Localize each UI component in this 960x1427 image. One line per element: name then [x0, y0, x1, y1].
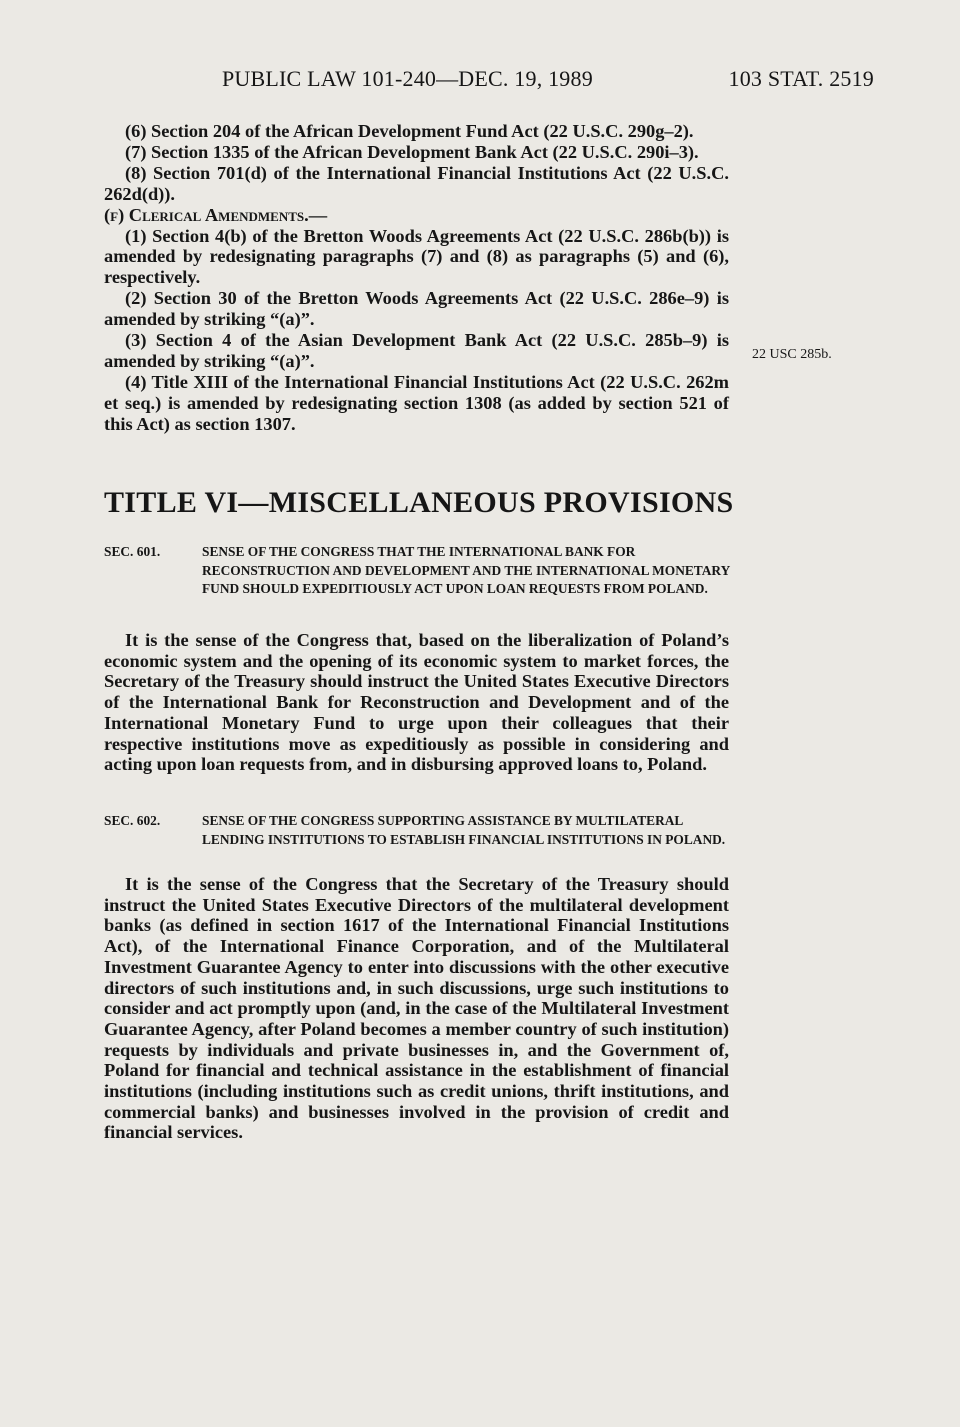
paragraph-7: (7) Section 1335 of the African Development Bank Act (22 U.S.C. 290i–3).	[125, 141, 699, 162]
section-602-number: SEC. 602.	[104, 813, 161, 828]
title-heading: TITLE VI—MISCELLANEOUS PROVISIONS	[104, 486, 734, 519]
clerical-paragraph-4: (4) Title XIII of the International Financial Institutions Act (22 U.S.C. 262m et seq.) is amended by redesignating section 1308 (as added by section 521 of this Act) as section 1307.	[104, 371, 729, 434]
header-law-citation: PUBLIC LAW 101-240—DEC. 19, 1989	[222, 66, 593, 91]
clerical-paragraph-1: (1) Section 4(b) of the Bretton Woods Agreements Act (22 U.S.C. 286b(b)) is amended by redesignating paragraphs (7) and (8) as paragraphs (5) and (6), respectively.	[104, 225, 729, 288]
section-602-heading	[104, 812, 732, 849]
amendments-block	[104, 121, 729, 435]
section-601-heading	[104, 543, 732, 599]
margin-note-usc: 22 USC 285b.	[752, 347, 832, 362]
clerical-paragraph-3: (3) Section 4 of the Asian Development Bank Act (22 U.S.C. 285b–9) is amended by striking “(a)”.	[104, 330, 729, 371]
section-601-number: SEC. 601.	[104, 544, 161, 559]
paragraph-8: (8) Section 701(d) of the International Financial Institutions Act (22 U.S.C. 262d(d)).	[104, 162, 729, 204]
page-header	[222, 66, 874, 98]
section-602-caption: SENSE OF THE CONGRESS SUPPORTING ASSISTANCE BY MULTILATERAL LENDING INSTITUTIONS TO ESTABLISH FINANCIAL INSTITUTIONS IN POLAND.	[202, 813, 726, 847]
paragraph-6: (6) Section 204 of the African Development Fund Act (22 U.S.C. 290g–2).	[125, 121, 694, 141]
clerical-amendments-heading	[104, 205, 729, 226]
section-601-body: It is the sense of the Congress that, based on the liberalization of Poland’s economic system and the opening of its economic system to market forces, the Secretary of the Treasury should instruct the United States Executive Directors of the International Bank for Reconstruction and Development and of the International Monetary Fund to urge upon their colleagues that their respective institutions move as expeditiously as possible in considering and acting upon loan requests from, and in disbursing approved loans to, Poland.	[104, 630, 729, 775]
header-stat-page: 103 STAT. 2519	[728, 66, 874, 91]
clerical-amendments-label: (f) Clerical Amendments.—	[104, 204, 328, 225]
section-601-caption: SENSE OF THE CONGRESS THAT THE INTERNATIONAL BANK FOR RECONSTRUCTION AND DEVELOPMENT AND THE INTERNATIONAL MONETARY FUND SHOULD EXPEDITIOUSLY ACT UPON LOAN REQUESTS FROM POLAND.	[202, 544, 730, 597]
clerical-paragraph-2: (2) Section 30 of the Bretton Woods Agreements Act (22 U.S.C. 286e–9) is amended by striking “(a)”.	[104, 288, 729, 330]
section-602-body: It is the sense of the Congress that the Secretary of the Treasury should instruct the United States Executive Directors of the multilateral development banks (as defined in section 1617 of the International Financial Institutions Act), of the International Finance Corporation, and of the Multilateral Investment Guarantee Agency to enter into discussions with the other executive directors of such institutions and, in such discussions, urge such institutions to consider and act promptly upon (and, in the case of the Multilateral Investment Guarantee Agency, after Poland becomes a member country of such institution) requests by individuals and private businesses in, and the Government of, Poland for financial and technical assistance in the establishment of financial institutions (including institutions such as credit unions, thrift institutions, and commercial banks) and businesses involved in the provision of credit and financial services.	[104, 874, 729, 1143]
